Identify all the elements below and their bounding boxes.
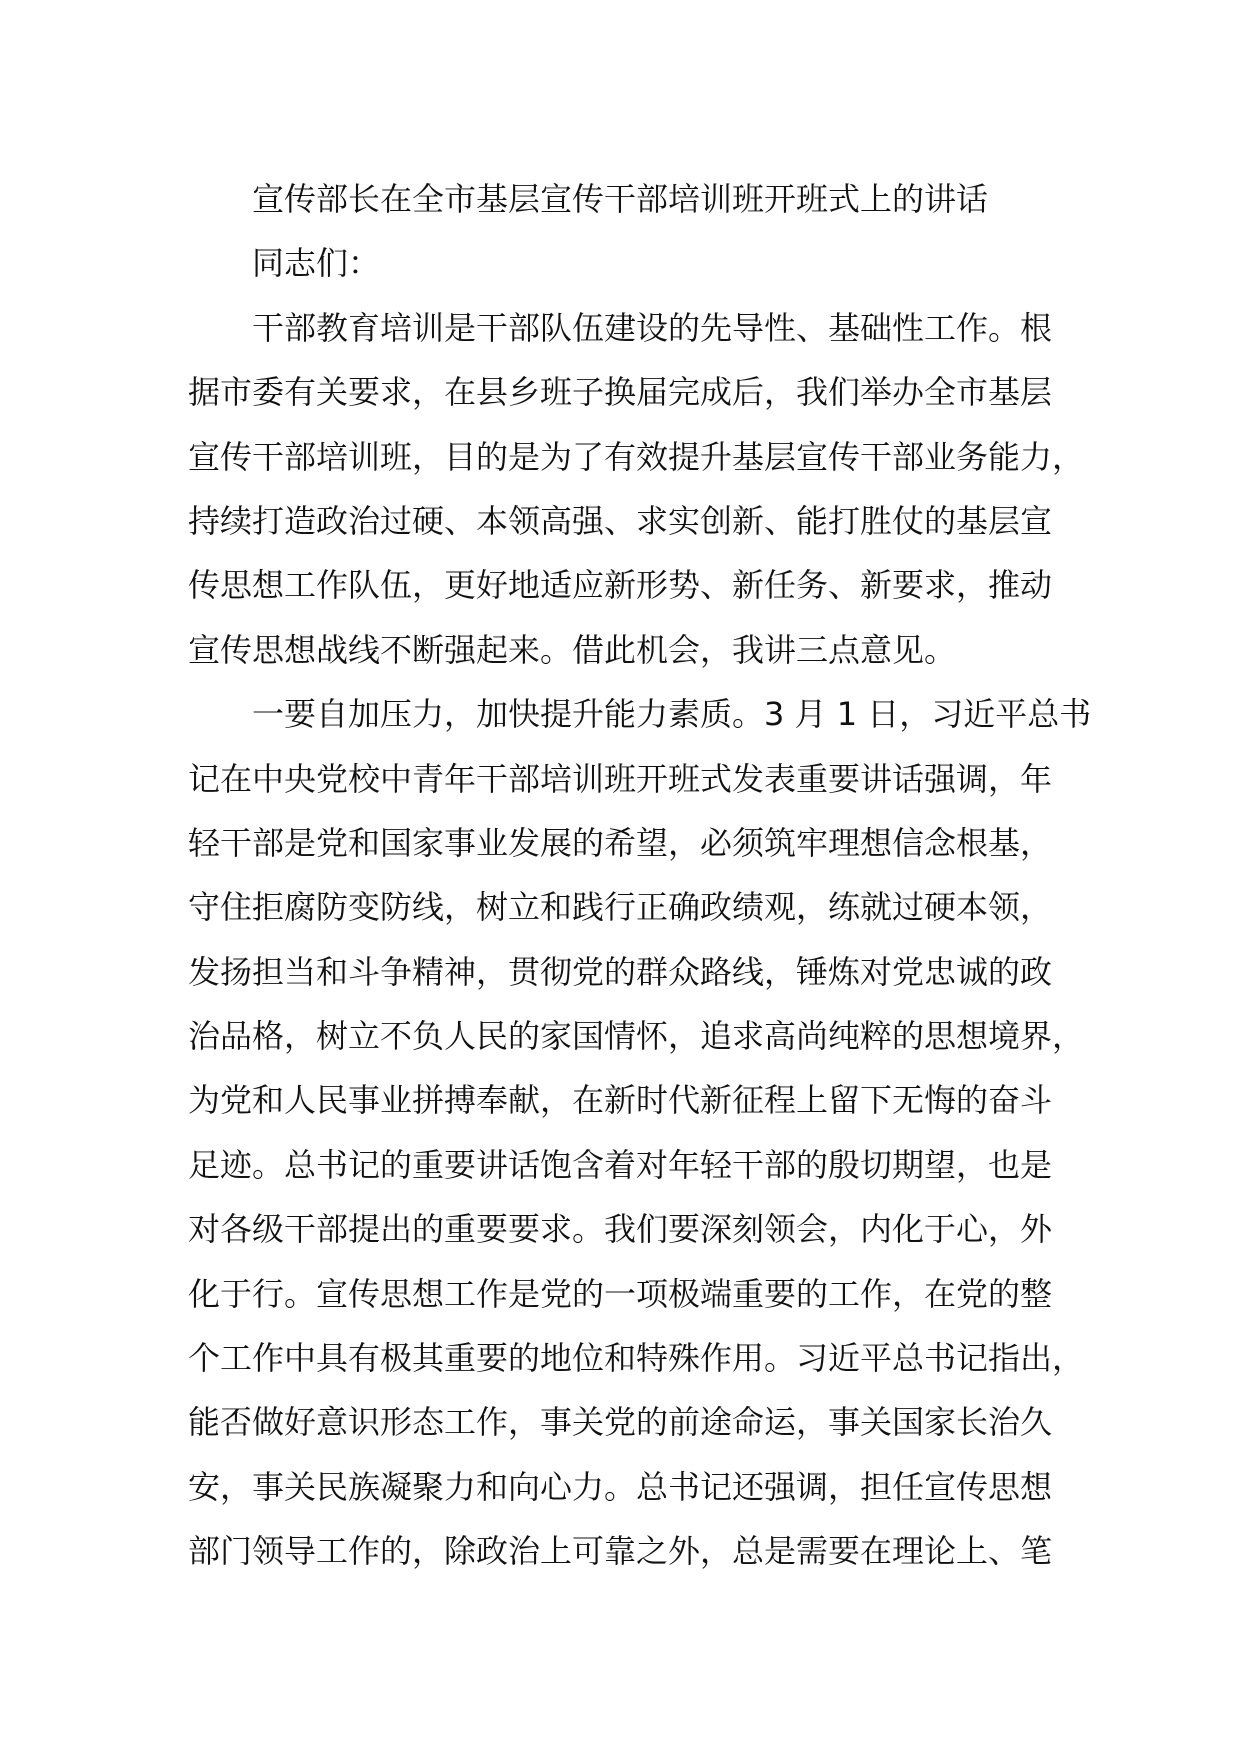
text-line: 干部教育培训是干部队伍建设的先导性、基础性工作。根 (188, 308, 1053, 347)
text-line: 守住拒腐防变防线，树立和践行正确政绩观，练就过硬本领， (188, 888, 1053, 927)
text-line: 宣传干部培训班，目的是为了有效提升基层宣传干部业务能力， (188, 437, 1085, 476)
text-line: 对各级干部提出的重要要求。我们要深刻领会，内化于心，外 (188, 1210, 1053, 1249)
text-line: 一要自加压力，加快提升能力素质。3 月 1 日，习近平总书 (188, 695, 1092, 734)
text-line: 部门领导工作的，除政治上可靠之外，总是需要在理论上、笔 (188, 1532, 1053, 1571)
text-line: 个工作中具有极其重要的地位和特殊作用。习近平总书记指出， (188, 1339, 1085, 1378)
text-line: 宣传思想战线不断强起来。借此机会，我讲三点意见。 (188, 630, 957, 669)
salutation: 同志们： (188, 244, 381, 283)
text-line: 传思想工作队伍，更好地适应新形势、新任务、新要求，推动 (188, 566, 1053, 605)
text-line: 安，事关民族凝聚力和向心力。总书记还强调，担任宣传思想 (188, 1467, 1053, 1506)
text-line: 记在中央党校中青年干部培训班开班式发表重要讲话强调，年 (188, 759, 1053, 798)
text-line: 足迹。总书记的重要讲话饱含着对年轻干部的殷切期望，也是 (188, 1145, 1053, 1184)
text-line: 轻干部是党和国家事业发展的希望，必须筑牢理想信念根基， (188, 823, 1053, 862)
document-title: 宣传部长在全市基层宣传干部培训班开班式上的讲话 (188, 180, 989, 218)
text-line: 能否做好意识形态工作，事关党的前途命运，事关国家长治久 (188, 1403, 1053, 1442)
text-line: 据市委有关要求，在县乡班子换届完成后，我们举办全市基层 (188, 373, 1053, 412)
text-line: 发扬担当和斗争精神，贯彻党的群众路线，锤炼对党忠诚的政 (188, 952, 1053, 991)
text-line: 化于行。宣传思想工作是党的一项极端重要的工作，在党的整 (188, 1274, 1053, 1313)
text-line: 为党和人民事业拼搏奉献，在新时代新征程上留下无悔的奋斗 (188, 1081, 1053, 1120)
document-body (188, 167, 1108, 1584)
text-line: 治品格，树立不负人民的家国情怀，追求高尚纯粹的思想境界， (188, 1017, 1085, 1056)
text-line: 持续打造政治过硬、本领高强、求实创新、能打胜仗的基层宣 (188, 501, 1053, 540)
